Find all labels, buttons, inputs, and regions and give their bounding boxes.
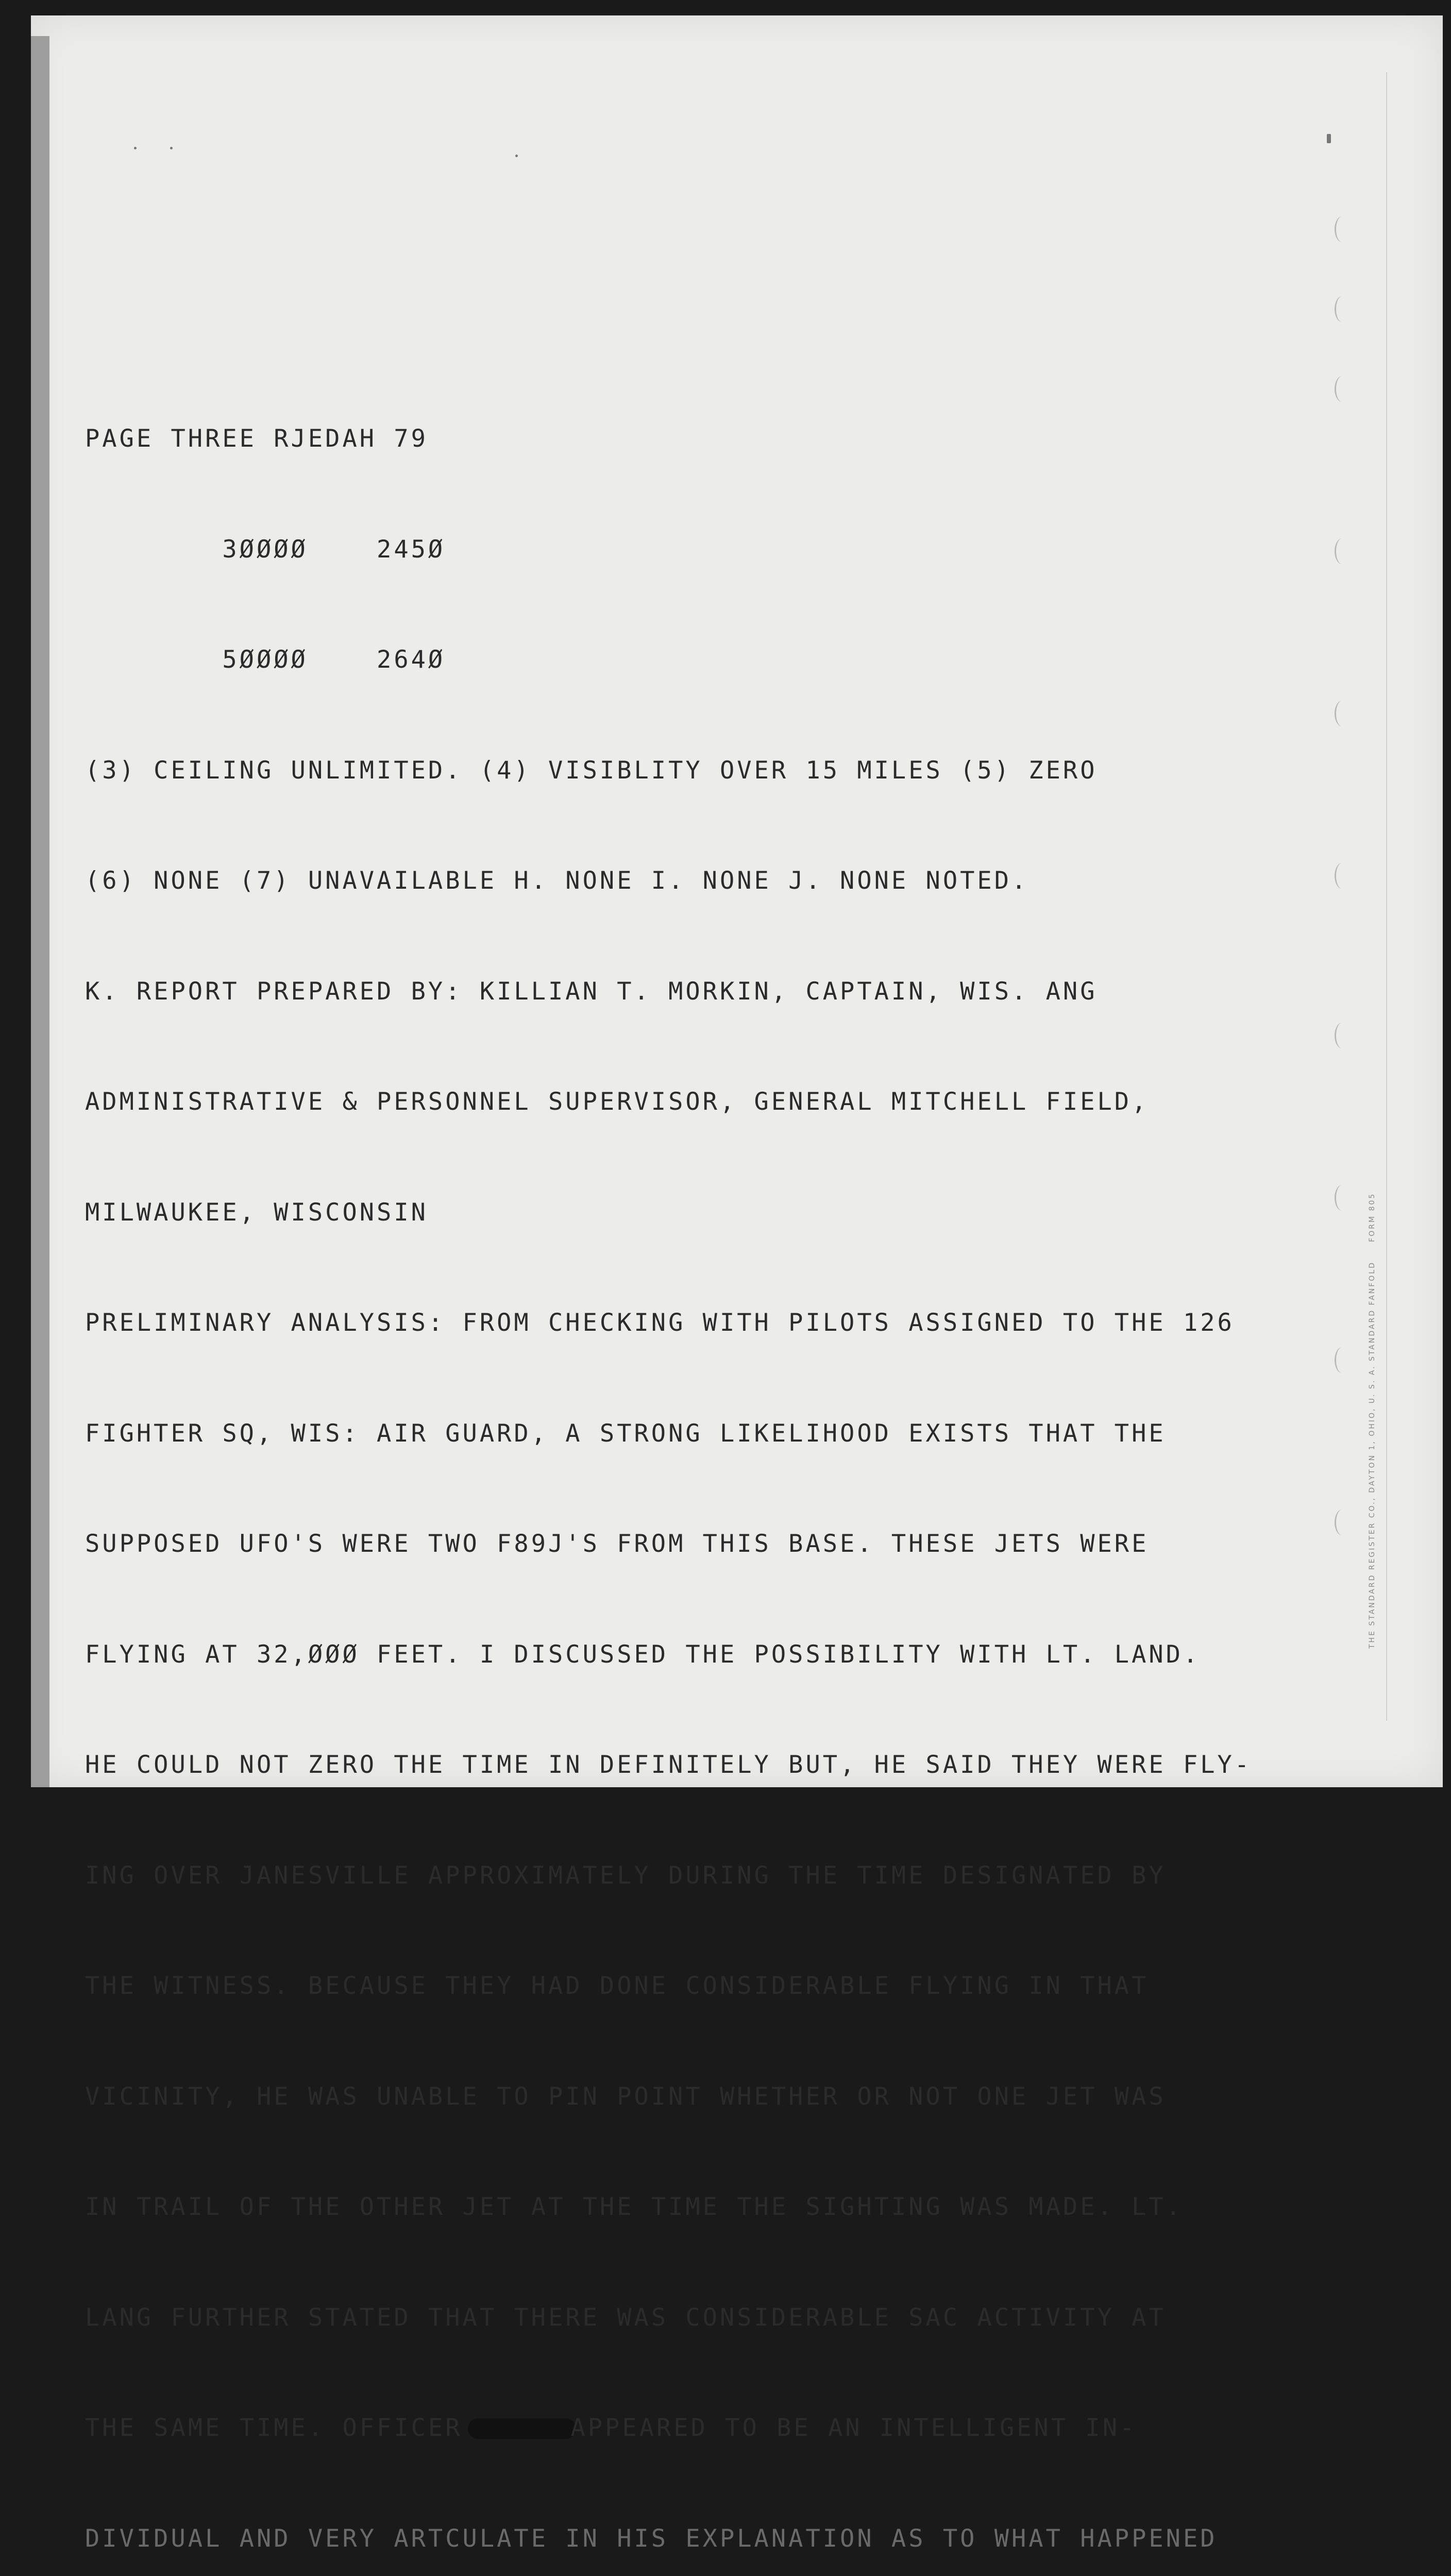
- text-line: ADMINISTRATIVE & PERSONNEL SUPERVISOR, GENERAL MITCHELL FIELD,: [85, 1088, 1149, 1116]
- speck: [515, 155, 518, 157]
- text-line: PRELIMINARY ANALYSIS: FROM CHECKING WITH PILOTS ASSIGNED TO THE 126: [85, 1309, 1235, 1337]
- tractor-hole: [1335, 1023, 1349, 1048]
- text-line: (6) NONE (7) UNAVAILABLE H. NONE I. NONE J. NONE NOTED.: [85, 867, 1029, 895]
- text-line: 5ØØØØ 264Ø: [85, 646, 446, 674]
- text-line: FLYING AT 32,ØØØ FEET. I DISCUSSED THE POSSIBILITY WITH LT. LAND.: [85, 1640, 1201, 1669]
- text-line: 3ØØØØ 245Ø: [85, 535, 446, 564]
- text-line: ING OVER JANESVILLE APPROXIMATELY DURING THE TIME DESIGNATED BY: [85, 1861, 1166, 1890]
- text-line: PAGE THREE RJEDAH 79: [85, 425, 428, 453]
- tractor-hole: [1335, 863, 1349, 889]
- tractor-hole: [1335, 1347, 1349, 1373]
- form-number: FORM 805: [1368, 1192, 1376, 1242]
- text-line: K. REPORT PREPARED BY: KILLIAN T. MORKIN, CAPTAIN, WIS. ANG: [85, 977, 1098, 1006]
- text-line: FIGHTER SQ, WIS: AIR GUARD, A STRONG LIKELIHOOD EXISTS THAT THE: [85, 1419, 1166, 1448]
- tractor-hole: [1335, 1185, 1349, 1211]
- redacted-line: [85, 2401, 1252, 2455]
- text-line: IN TRAIL OF THE OTHER JET AT THE TIME THE SIGHTING WAS MADE. LT.: [85, 2193, 1183, 2221]
- tractor-hole: [1335, 216, 1349, 242]
- page-edge-shadow: [31, 36, 49, 1787]
- speck: [170, 147, 173, 149]
- speck: [1327, 134, 1331, 143]
- redaction-mark: [468, 2418, 576, 2439]
- speck: [134, 147, 137, 149]
- text-line: MILWAUKEE, WISCONSIN: [85, 1198, 428, 1227]
- redacted-line-after: APPEARED TO BE AN INTELLIGENT IN-: [570, 2414, 1137, 2442]
- tractor-hole: [1335, 701, 1349, 726]
- form-imprint-text: THE STANDARD REGISTER CO., DAYTON 1, OHIO, U. S. A. STANDARD FANFOLD: [1368, 1261, 1376, 1649]
- text-line: (3) CEILING UNLIMITED. (4) VISIBLITY OVER 15 MILES (5) ZERO: [85, 756, 1098, 785]
- tractor-hole: [1335, 538, 1349, 564]
- text-line: VICINITY, HE WAS UNABLE TO PIN POINT WHETHER OR NOT ONE JET WAS: [85, 2082, 1166, 2111]
- tractor-hole: [1335, 376, 1349, 402]
- text-line: DIVIDUAL AND VERY ARTCULATE IN HIS EXPLANATION AS TO WHAT HAPPENED: [85, 2524, 1218, 2553]
- text-line: SUPPOSED UFO'S WERE TWO F89J'S FROM THIS BASE. THESE JETS WERE: [85, 1530, 1149, 1558]
- text-line: THE WITNESS. BECAUSE THEY HAD DONE CONSIDERABLE FLYING IN THAT: [85, 1972, 1149, 2000]
- teletype-text: [85, 355, 1252, 2576]
- text-line: HE COULD NOT ZERO THE TIME IN DEFINITELY BUT, HE SAID THEY WERE FLY-: [85, 1751, 1252, 1779]
- form-imprint: [1368, 155, 1389, 1649]
- text-line: LANG FURTHER STATED THAT THERE WAS CONSIDERABLE SAC ACTIVITY AT: [85, 2303, 1166, 2332]
- redacted-line-before: THE SAME TIME. OFFICER: [85, 2414, 463, 2442]
- tractor-hole: [1335, 1510, 1349, 1535]
- tractor-hole: [1335, 296, 1349, 322]
